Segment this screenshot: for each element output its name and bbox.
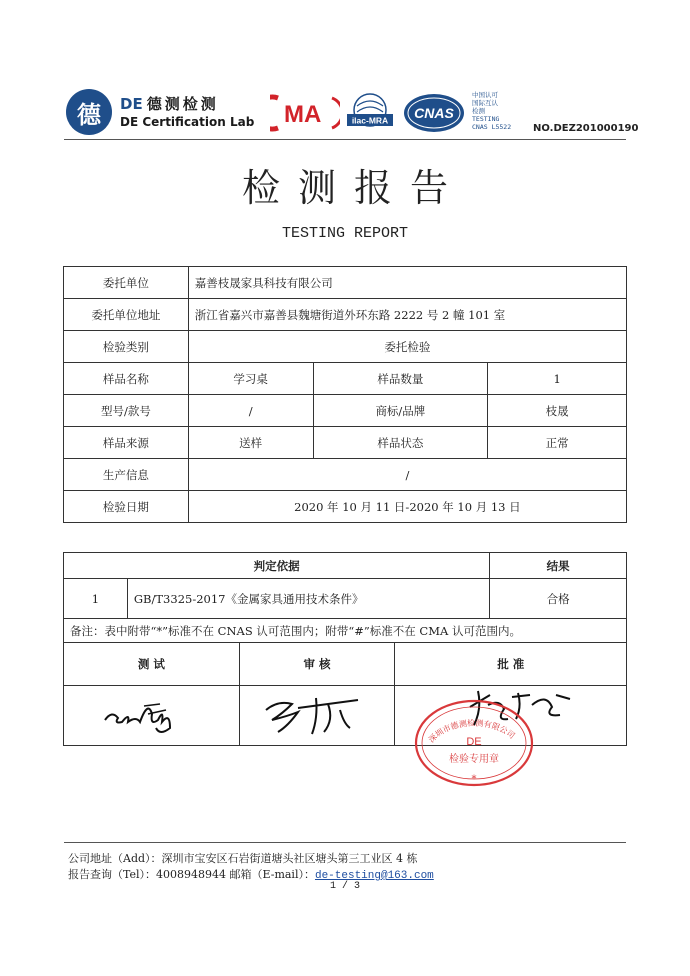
cnas-line: 国际互认 xyxy=(472,99,498,107)
table-row xyxy=(64,553,627,579)
table-row xyxy=(64,363,627,395)
production-value: / xyxy=(188,459,626,491)
state-label: 样品状态 xyxy=(313,427,488,459)
source-label: 样品来源 xyxy=(64,427,189,459)
basis-header: 判定依据 xyxy=(64,553,490,579)
model-value: / xyxy=(188,395,313,427)
ilac-text: ilac-MRA xyxy=(351,115,389,126)
logo-glyph: 德 xyxy=(77,99,101,129)
note-text: 备注：表中附带“*”标准不在 CNAS 认可范围内；附带“#”标准不在 CMA 认可范围内。 xyxy=(64,619,627,643)
client-value: 嘉善枝晟家具科技有限公司 xyxy=(188,267,626,299)
review-label: 审 核 xyxy=(239,643,395,686)
report-subtitle: TESTING REPORT xyxy=(281,225,409,242)
brand-de: DE xyxy=(120,95,143,113)
result-value: 合格 xyxy=(490,579,627,619)
result-header: 结果 xyxy=(490,553,627,579)
date-value: 2020 年 10 月 11 日-2020 年 10 月 13 日 xyxy=(188,491,626,523)
tester-signature xyxy=(100,692,190,737)
row-index: 1 xyxy=(64,579,128,619)
sample-name-value: 学习桌 xyxy=(188,363,313,395)
address-label: 委托单位地址 xyxy=(64,299,189,331)
stamp-star-icon: * xyxy=(471,774,477,785)
email-link[interactable]: de-testing@163.com xyxy=(314,870,434,882)
report-number: NO.DEZ201000190 xyxy=(533,123,639,134)
brand-label: 商标/品牌 xyxy=(313,395,488,427)
table-row xyxy=(64,619,627,643)
stamp-arc-path: 深圳市德测检测有限公司 xyxy=(426,718,517,745)
model-label: 型号/款号 xyxy=(64,395,189,427)
cnas-line: 检测 xyxy=(472,107,485,115)
standard-value: GB/T3325-2017《金属家具通用技术条件》 xyxy=(127,579,489,619)
sample-name-label: 样品名称 xyxy=(64,363,189,395)
table-row xyxy=(64,643,627,686)
footer-address: 公司地址（Add）：深圳市宝安区石岩街道塘头社区塘头第三工业区 4 栋 xyxy=(68,852,418,865)
company-logo xyxy=(66,89,112,135)
cnas-mark-icon xyxy=(402,92,466,134)
table-row xyxy=(64,491,627,523)
page-number: 1 / 3 xyxy=(329,881,360,892)
table-row xyxy=(64,579,627,619)
approve-label: 批 准 xyxy=(395,643,627,686)
table-row xyxy=(64,331,627,363)
inspection-type-label: 检验类别 xyxy=(64,331,189,363)
stamp-bottom: 检验专用章 xyxy=(449,754,499,765)
header-divider xyxy=(64,139,626,140)
report-title: 检测报告 xyxy=(241,166,466,210)
table-row xyxy=(64,427,627,459)
table-row xyxy=(64,459,627,491)
production-label: 生产信息 xyxy=(64,459,189,491)
cma-text: MA xyxy=(284,101,322,128)
footer-contact-text: 报告查询（Tel）：4008948944 邮箱（E-mail）： xyxy=(68,868,315,881)
client-label: 委托单位 xyxy=(64,267,189,299)
stamp-center: DE xyxy=(466,736,482,748)
cnas-accreditation-text xyxy=(472,91,511,131)
reviewer-signature xyxy=(258,690,368,740)
date-label: 检验日期 xyxy=(64,491,189,523)
sample-qty-label: 样品数量 xyxy=(313,363,488,395)
table-row xyxy=(64,395,627,427)
ilac-mra-icon xyxy=(345,90,395,136)
footer-divider xyxy=(64,842,626,843)
cma-mark-icon xyxy=(270,94,340,132)
table-row xyxy=(64,267,627,299)
inspection-type-value: 委托检验 xyxy=(188,331,626,363)
brand-name-en: DE Certification Lab xyxy=(120,115,255,129)
test-label: 测 试 xyxy=(64,643,240,686)
brand-value: 枝晟 xyxy=(488,395,627,427)
table-row xyxy=(64,299,627,331)
state-value: 正常 xyxy=(488,427,627,459)
brand-name-cn xyxy=(120,93,219,114)
brand-cn-text: 德测检测 xyxy=(146,95,219,113)
cnas-line: 中国认可 xyxy=(472,91,498,99)
cnas-text: CNAS xyxy=(414,105,454,121)
source-value: 送样 xyxy=(188,427,313,459)
cnas-line: CNAS L5522 xyxy=(472,123,512,131)
sample-info-table xyxy=(63,266,627,523)
cnas-line: TESTING xyxy=(472,115,500,123)
address-value: 浙江省嘉兴市嘉善县魏塘街道外环东路 2222 号 2 幢 101 室 xyxy=(188,299,626,331)
footer-contact xyxy=(68,866,434,882)
sample-qty-value: 1 xyxy=(488,363,627,395)
inspection-stamp xyxy=(412,698,536,788)
